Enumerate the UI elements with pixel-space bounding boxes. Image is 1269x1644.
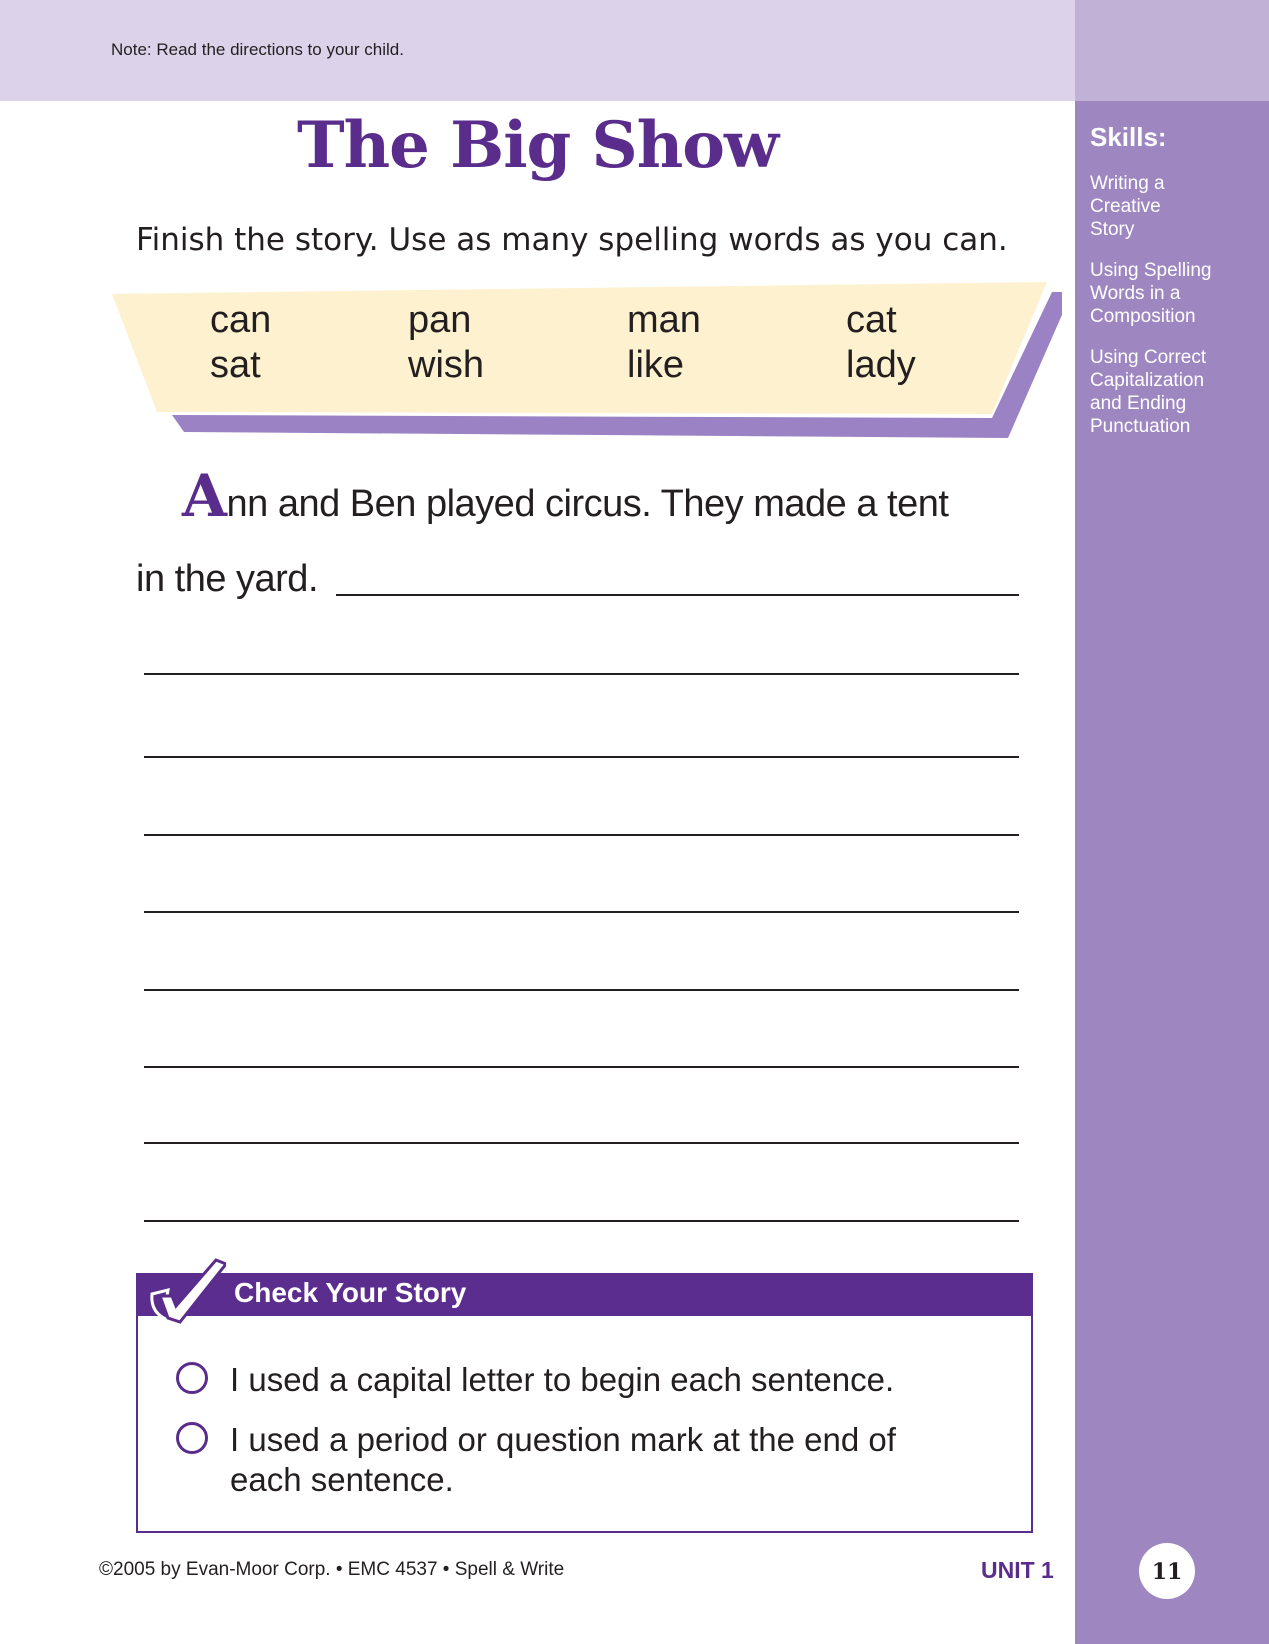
page-title: The Big Show (296, 108, 779, 183)
header-corner (1075, 0, 1269, 101)
writing-line[interactable] (144, 1142, 1019, 1144)
checklist-item (176, 1420, 896, 1500)
copyright: ©2005 by Evan-Moor Corp. • EMC 4537 • Spell & Write (99, 1559, 565, 1580)
skill-item: Writing a Creative Story (1090, 173, 1165, 240)
instructions: Finish the story. Use as many spelling words as you can. (136, 222, 1008, 258)
writing-line[interactable] (144, 834, 1019, 836)
parent-note: Note: Read the directions to your child. (111, 40, 404, 59)
checklist-item: I used a capital letter to begin each sentence. (176, 1360, 894, 1400)
writing-line[interactable] (144, 673, 1019, 675)
checkbox-circle-icon[interactable] (176, 1422, 208, 1454)
story-text: nn and Ben played circus. They made a tent (226, 483, 949, 525)
story-line-1 (182, 462, 948, 530)
spelling-word: lady (846, 344, 916, 386)
skills-list (1090, 172, 1265, 456)
checklist-title: Check Your Story (234, 1277, 467, 1308)
writing-line[interactable] (144, 989, 1019, 991)
spelling-word: sat (210, 344, 261, 386)
writing-line[interactable] (144, 756, 1019, 758)
writing-line[interactable] (144, 911, 1019, 913)
story-line-2: in the yard. (136, 558, 318, 600)
drop-cap: A (182, 462, 227, 530)
unit-label: UNIT 1 (981, 1557, 1054, 1583)
spelling-word: pan (408, 299, 472, 341)
checklist-item-text: I used a period or question mark at the end of each sentence. (230, 1421, 896, 1498)
spelling-word: cat (846, 299, 897, 341)
skill-item: Using Correct Capitalization and Ending Punctuation (1090, 347, 1207, 437)
writing-line[interactable] (144, 1220, 1019, 1222)
spelling-word: can (210, 299, 272, 341)
checkbox-circle-icon[interactable] (176, 1362, 208, 1394)
writing-line[interactable] (144, 1066, 1019, 1068)
skills-title: Skills: (1090, 122, 1167, 152)
skill-item: Using Spelling Words in a Composition (1090, 260, 1212, 327)
writing-line[interactable] (336, 594, 1019, 596)
page-number: 11 (1151, 1559, 1183, 1585)
checkmark-icon (146, 1256, 226, 1326)
spelling-word: like (627, 344, 685, 386)
spelling-word: wish (408, 344, 485, 386)
spelling-word: man (627, 299, 701, 341)
